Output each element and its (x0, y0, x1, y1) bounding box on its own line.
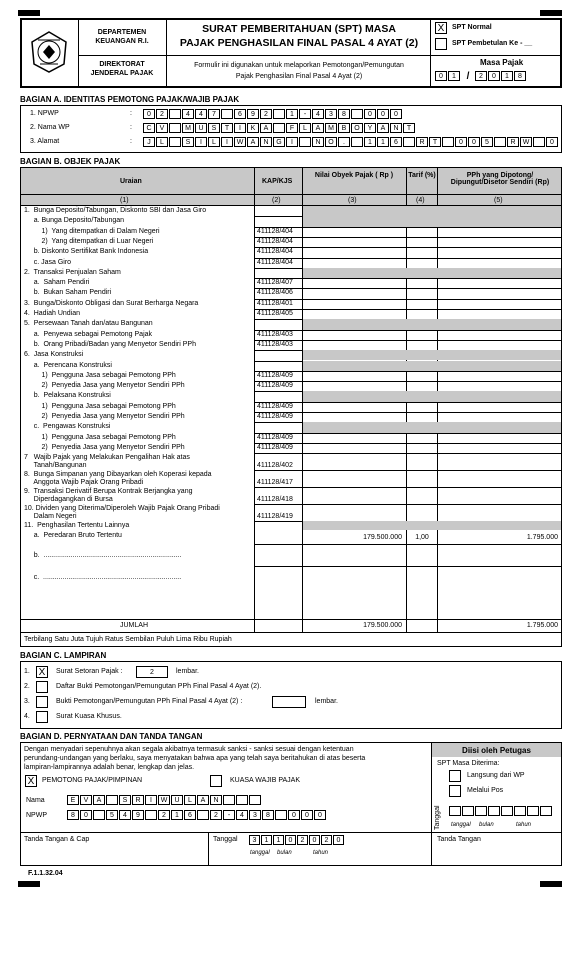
corner-mark (540, 10, 562, 16)
kap-code: 411128/404 (257, 248, 293, 256)
char-cell: 6 (234, 109, 246, 119)
char-cell: L (299, 123, 311, 133)
char-cell: - (299, 109, 311, 119)
char-cell (249, 795, 261, 805)
lampiran-label: Surat Kuasa Khusus. (56, 713, 122, 720)
char-cell (273, 123, 285, 133)
char-cell: N (210, 795, 222, 805)
col-nilai: Nilai Obyek Pajak ( Rp ) (314, 172, 394, 179)
char-cell: V (80, 795, 92, 805)
char-cell (169, 109, 181, 119)
objek-item-cont: Dalam Negeri (24, 513, 77, 521)
char-cell: 2 (210, 810, 222, 820)
char-cell (533, 137, 545, 147)
char-cell (403, 137, 415, 147)
langsung-label: Langsung dari WP (467, 772, 525, 779)
objek-item: 2) Yang ditempatkan di Luar Negeri (24, 237, 154, 245)
char-cell: 1 (286, 109, 298, 119)
kap-code: 411128/403 (257, 340, 293, 348)
kap-code: 411128/409 (257, 443, 293, 451)
char-cell: 8 (262, 810, 274, 820)
char-cell (475, 806, 487, 816)
kap-code: 411128/409 (257, 413, 293, 420)
nama-label: Nama (26, 797, 45, 804)
langsung-checkbox[interactable] (449, 770, 461, 782)
masa-pajak-label: Masa Pajak (480, 58, 524, 67)
char-cell: A (197, 795, 209, 805)
char-cell: L (184, 795, 196, 805)
section-b-title: BAGIAN B. OBJEK PAJAK (20, 157, 121, 166)
lembar-input[interactable]: 2 (136, 666, 168, 678)
col-pph: PPh yang Dipotong/ Dipungut/Disetor Sendiri (Rp) (450, 172, 550, 186)
lampiran-number: 2. (24, 683, 30, 690)
objek-item: a. Saham Pendiri (24, 279, 90, 287)
char-cell: N (390, 123, 402, 133)
kap-code: 411128/409 (257, 433, 293, 441)
petugas-ttd-label: Tanda Tangan (437, 836, 481, 843)
char-cell (221, 109, 233, 119)
char-cell: 4 (119, 810, 131, 820)
kap-code: 411128/418 (257, 496, 293, 504)
objek-item: 1) Pengguna Jasa sebagai Pemotong PPh (24, 371, 176, 379)
char-cell (462, 806, 474, 816)
char-cell: A (260, 123, 272, 133)
char-cell: 0 (390, 109, 402, 119)
char-cell: 1 (273, 835, 284, 845)
tanggal-field[interactable] (249, 835, 345, 845)
pph-value: 1.795.000 (526, 534, 558, 542)
char-cell (449, 806, 461, 816)
dept-name: DEPARTEMEN (97, 29, 147, 36)
identity-label: 3. Alamat (30, 138, 60, 145)
colon: : (130, 110, 132, 117)
pemotong-label: PEMOTONG PAJAK/PIMPINAN (42, 777, 143, 784)
objek-item: 4. Hadiah Undian (24, 310, 81, 317)
char-cell: 0 (288, 810, 300, 820)
objek-item: 2) Penyedia Jasa yang Menyetor Sendiri PPh (24, 413, 185, 420)
objek-item: 2) Penyedia Jasa yang Menyetor Sendiri PPh (24, 382, 185, 390)
char-cell: A (247, 137, 259, 147)
corner-mark (18, 881, 40, 887)
objek-item: 1. Bunga Deposito/Tabungan, Diskonto SBI dan Jasa Giro (24, 207, 207, 214)
char-cell: G (273, 137, 285, 147)
char-cell: 5 (481, 137, 493, 147)
char-cell: 0 (468, 137, 480, 147)
char-cell: I (221, 137, 233, 147)
char-cell (145, 810, 157, 820)
objek-item: 3. Bunga/Diskonto Obligasi dan Surat Berharga Negara (24, 299, 199, 307)
spt-diterima-label: SPT Masa Diterima: (437, 760, 500, 767)
objek-item: 5. Persewaan Tanah dan/atau Bangunan (24, 320, 153, 328)
form-code: F.1.1.32.04 (28, 870, 63, 877)
form-title: SURAT PEMBERITAHUAN (SPT) MASA (202, 23, 396, 35)
section-d-title: BAGIAN D. PERNYATAAN DAN TANDA TANGAN (20, 732, 203, 741)
jumlah-nilai: 179.500.000 (363, 622, 402, 629)
objek-item: b. Diskonto Sertifikat Bank Indonesia (24, 248, 149, 256)
lampiran-checkbox[interactable] (36, 711, 48, 723)
objek-item: a. Bunga Deposito/Tabungan (24, 217, 125, 225)
char-cell: S (182, 137, 194, 147)
char-cell: W (520, 137, 532, 147)
petugas-tanggal-label: Tanggal (434, 805, 441, 830)
char-cell: R (416, 137, 428, 147)
colon: : (130, 124, 132, 131)
kap-code: 411128/419 (257, 513, 293, 521)
lampiran-checkbox[interactable] (36, 681, 48, 693)
kap-code: 411128/404 (257, 227, 293, 235)
char-cell (197, 810, 209, 820)
char-cell: A (312, 123, 324, 133)
objek-item: 9. Transaksi Derivatif Berupa Kontrak Berjangka yang (24, 488, 193, 496)
char-cell (169, 137, 181, 147)
form-title-2: PAJAK PENGHASILAN FINAL PASAL 4 AYAT (2) (179, 37, 419, 49)
lampiran-label: Surat Setoran Pajak : (56, 668, 123, 675)
spt-normal-checkbox[interactable]: X (435, 22, 447, 34)
objek-item: 1) Yang ditempatkan di Dalam Negeri (24, 227, 160, 235)
char-cell: 2 (156, 109, 168, 119)
objek-item: c. ....................................................................... (24, 574, 182, 582)
objek-item: a. Perencana Konstruksi (24, 361, 112, 369)
kuasa-label: KUASA WAJIB PAJAK (230, 777, 301, 784)
pemotong-checkbox[interactable]: X (25, 775, 37, 787)
kap-code: 411128/403 (257, 330, 293, 338)
char-cell (106, 795, 118, 805)
objek-item: 6. Jasa Konstruksi (24, 351, 84, 359)
char-cell: N (312, 137, 324, 147)
char-cell (488, 806, 500, 816)
char-cell: L (208, 137, 220, 147)
char-cell: R (132, 795, 144, 805)
statement-1: Dengan menyadari sepenuhnya akan segala akibatnya termasuk sanksi - sanksi sesuai dengan ketentuan (24, 746, 354, 753)
char-cell: O (325, 137, 337, 147)
char-cell: 0 (546, 137, 558, 147)
section-a-title: BAGIAN A. IDENTITAS PEMOTONG PAJAK/WAJIB PAJAK (20, 95, 240, 104)
objek-item: a. Peredaran Bruto Tertentu (24, 532, 122, 540)
objek-item: 1) Pengguna Jasa sebagai Pemotong PPh (24, 402, 176, 410)
char-cell (275, 810, 287, 820)
char-cell (540, 806, 552, 816)
char-cell: - (223, 810, 235, 820)
colon: : (130, 138, 132, 145)
char-cell: 4 (182, 109, 194, 119)
char-cell: W (158, 795, 170, 805)
char-cell: S (208, 123, 220, 133)
directorate: DIREKTORAT (99, 61, 145, 68)
spt-pembetulan-label: SPT Pembetulan Ke - __ (452, 40, 533, 47)
char-cell: 0 (455, 137, 467, 147)
char-cell: I (145, 795, 157, 805)
char-cell: . (338, 137, 350, 147)
char-cell: V (156, 123, 168, 133)
objek-item: 2. Transaksi Penjualan Saham (24, 268, 121, 276)
nama-field[interactable] (67, 795, 262, 805)
spt-pembetulan-checkbox[interactable] (435, 38, 447, 50)
kap-code: 411128/407 (257, 279, 293, 287)
char-cell: S (119, 795, 131, 805)
lembar-label: lembar. (176, 668, 199, 675)
char-cell: 5 (106, 810, 118, 820)
petugas-tanggal-field[interactable] (449, 806, 553, 816)
char-cell: J (143, 137, 155, 147)
npwp-field[interactable] (67, 810, 327, 820)
col-tarif: Tarif (%) (408, 172, 436, 179)
char-cell (514, 806, 526, 816)
kuasa-checkbox[interactable] (210, 775, 222, 787)
directorate-2: JENDERAL PAJAK (90, 70, 154, 77)
char-cell: N (260, 137, 272, 147)
char-cell: 3 (325, 109, 337, 119)
identity-label: 1. NPWP (30, 110, 59, 117)
objek-item: 11. Penghasilan Tertentu Lainnya (24, 522, 130, 530)
objek-item-cont: Tanah/Bangunan (24, 462, 87, 470)
form-subtitle-2: Pajak Penghasilan Final Pasal 4 Ayat (2) (235, 73, 363, 80)
char-cell: 0 (285, 835, 296, 845)
lampiran-label: Bukti Pemotongan/Pemungutan PPh Final Pasal 4 Ayat (2) : (56, 698, 243, 705)
section-c-title: BAGIAN C. LAMPIRAN (20, 651, 107, 660)
tanggal-label: Tanggal (213, 836, 238, 843)
char-cell: W (234, 137, 246, 147)
char-cell: Y (364, 123, 376, 133)
lembar-label: lembar. (315, 698, 338, 705)
kap-code: 411128/417 (257, 479, 293, 487)
char-cell: 0 (314, 810, 326, 820)
objek-item: 1) Pengguna Jasa sebagai Pemotong PPh (24, 433, 176, 441)
npwp-label: NPWP (26, 812, 47, 819)
char-cell (501, 806, 513, 816)
char-cell: 8 (338, 109, 350, 119)
kap-code: 411128/409 (257, 371, 293, 379)
char-cell: 8 (67, 810, 79, 820)
char-cell (299, 137, 311, 147)
char-cell: 9 (247, 109, 259, 119)
col-kap: KAP/KJS (262, 178, 293, 185)
objek-item: c. Pengawas Konstruksi (24, 423, 111, 431)
char-cell: 0 (309, 835, 320, 845)
char-cell: U (171, 795, 183, 805)
corner-mark (540, 881, 562, 887)
char-cell: 9 (132, 810, 144, 820)
char-cell (527, 806, 539, 816)
jumlah-label: JUMLAH (120, 622, 149, 629)
char-cell (351, 137, 363, 147)
objek-item: a. Penyewa sebagai Pemotong Pajak (24, 330, 153, 338)
lampiran-number: 4. (24, 713, 30, 720)
objek-item: 2) Penyedia Jasa yang Menyetor Sendiri PPh (24, 443, 185, 451)
kap-code: 411128/406 (257, 289, 293, 297)
char-cell: T (221, 123, 233, 133)
pos-checkbox[interactable] (449, 785, 461, 797)
char-cell: 1 (364, 137, 376, 147)
char-cell: 0 (80, 810, 92, 820)
ttd-cap-label: Tanda Tangan & Cap (24, 836, 90, 843)
char-cell (273, 109, 285, 119)
dept-name-2: KEUANGAN R.I. (95, 38, 149, 45)
lembar-input[interactable] (272, 696, 306, 708)
char-cell: 6 (184, 810, 196, 820)
kap-code: 411128/404 (257, 237, 293, 245)
pos-label: Melalui Pos (467, 787, 504, 794)
char-cell: 0 (377, 109, 389, 119)
terbilang: Terbilang Satu Juta Tujuh Ratus Sembilan Puluh Lima Ribu Rupiah (24, 636, 232, 643)
kap-code: 411128/401 (257, 299, 293, 307)
lampiran-number: 1. (24, 668, 30, 675)
char-cell: L (156, 137, 168, 147)
char-cell: U (195, 123, 207, 133)
identity-field[interactable] (143, 137, 559, 147)
char-cell: C (143, 123, 155, 133)
char-cell (93, 810, 105, 820)
lampiran-checkbox[interactable] (36, 696, 48, 708)
kap-code: 411128/409 (257, 402, 293, 410)
char-cell: 4 (312, 109, 324, 119)
statement-3: lampiran-lampirannya adalah benar, lengkap dan jelas. (24, 764, 195, 771)
lampiran-number: 3. (24, 698, 30, 705)
objek-item: b. Orang Pribadi/Badan yang Menyetor Sendiri PPh (24, 340, 196, 348)
char-cell: T (403, 123, 415, 133)
ministry-logo (28, 30, 70, 74)
char-cell: 4 (195, 109, 207, 119)
char-cell: 2 (260, 109, 272, 119)
lampiran-checkbox[interactable]: X (36, 666, 48, 678)
char-cell: M (182, 123, 194, 133)
identity-field[interactable] (143, 109, 403, 119)
jumlah-pph: 1.795.000 (526, 622, 558, 629)
char-cell: B (338, 123, 350, 133)
char-cell (236, 795, 248, 805)
objek-item: c. Jasa Giro (24, 258, 72, 266)
petugas-title: Diisi oleh Petugas (462, 746, 531, 755)
objek-item: b. Bukan Saham Pendiri (24, 289, 112, 297)
char-cell: 0 (364, 109, 376, 119)
char-cell: A (377, 123, 389, 133)
char-cell: E (67, 795, 79, 805)
char-cell: 4 (236, 810, 248, 820)
char-cell: I (286, 137, 298, 147)
kap-code: 411128/404 (257, 258, 293, 266)
char-cell (223, 795, 235, 805)
corner-mark (18, 10, 40, 16)
kap-code: 411128/402 (257, 462, 293, 470)
char-cell: 0 (143, 109, 155, 119)
char-cell: F (286, 123, 298, 133)
objek-item: b. Pelaksana Konstruksi (24, 392, 111, 400)
char-cell: 6 (390, 137, 402, 147)
char-cell (442, 137, 454, 147)
objek-item: b. ....................................................................... (24, 552, 182, 560)
objek-item-cont: Diperdagangkan di Bursa (24, 496, 113, 504)
col-uraian: Uraian (120, 178, 142, 185)
char-cell: T (429, 137, 441, 147)
char-cell: I (195, 137, 207, 147)
objek-item-cont: Anggota Wajib Pajak Orang Pribadi (24, 479, 144, 487)
char-cell: 0 (301, 810, 313, 820)
char-cell (494, 137, 506, 147)
char-cell: R (507, 137, 519, 147)
char-cell: 3 (249, 810, 261, 820)
char-cell: A (93, 795, 105, 805)
char-cell: 1 (171, 810, 183, 820)
identity-label: 2. Nama WP (30, 124, 70, 131)
char-cell: M (325, 123, 337, 133)
lampiran-label: Daftar Bukti Pemotongan/Pemungutan PPh Final Pasal 4 Ayat (2). (56, 683, 262, 690)
objek-item: 7 Wajib Pajak yang Melakukan Pengalihan Hak atas (24, 454, 190, 462)
char-cell (169, 123, 181, 133)
char-cell: 2 (321, 835, 332, 845)
kap-code: 411128/409 (257, 382, 293, 390)
char-cell: O (351, 123, 363, 133)
char-cell: 3 (249, 835, 260, 845)
spt-normal-label: SPT Normal (452, 24, 492, 31)
char-cell: K (247, 123, 259, 133)
char-cell: 1 (261, 835, 272, 845)
char-cell: 2 (297, 835, 308, 845)
char-cell: 1 (377, 137, 389, 147)
char-cell: 7 (208, 109, 220, 119)
char-cell (351, 109, 363, 119)
char-cell: 2 (158, 810, 170, 820)
objek-item: 8. Bunga Simpanan yang Dibayarkan oleh Koperasi kepada (24, 471, 212, 479)
identity-field[interactable] (143, 123, 416, 133)
tarif-value: 1,00 (415, 534, 429, 542)
char-cell: I (234, 123, 246, 133)
kap-code: 411128/405 (257, 310, 293, 317)
nilai-value: 179.500.000 (363, 534, 402, 542)
form-subtitle: Formulir ini digunakan untuk melaporkan Pemotongan/Pemungutan (194, 62, 404, 69)
masa-pajak-field[interactable]: 0 1 / 2 0 1 8 (435, 71, 527, 82)
objek-item: 10. Dividen yang Diterima/Diperoleh Wajib Pajak Orang Pribadi (24, 505, 220, 513)
statement-2: perundang-undangan yang berlaku, saya menyatakan bahwa apa yang telah saya beritahukan di atas beserta (24, 755, 366, 762)
char-cell: 0 (333, 835, 344, 845)
